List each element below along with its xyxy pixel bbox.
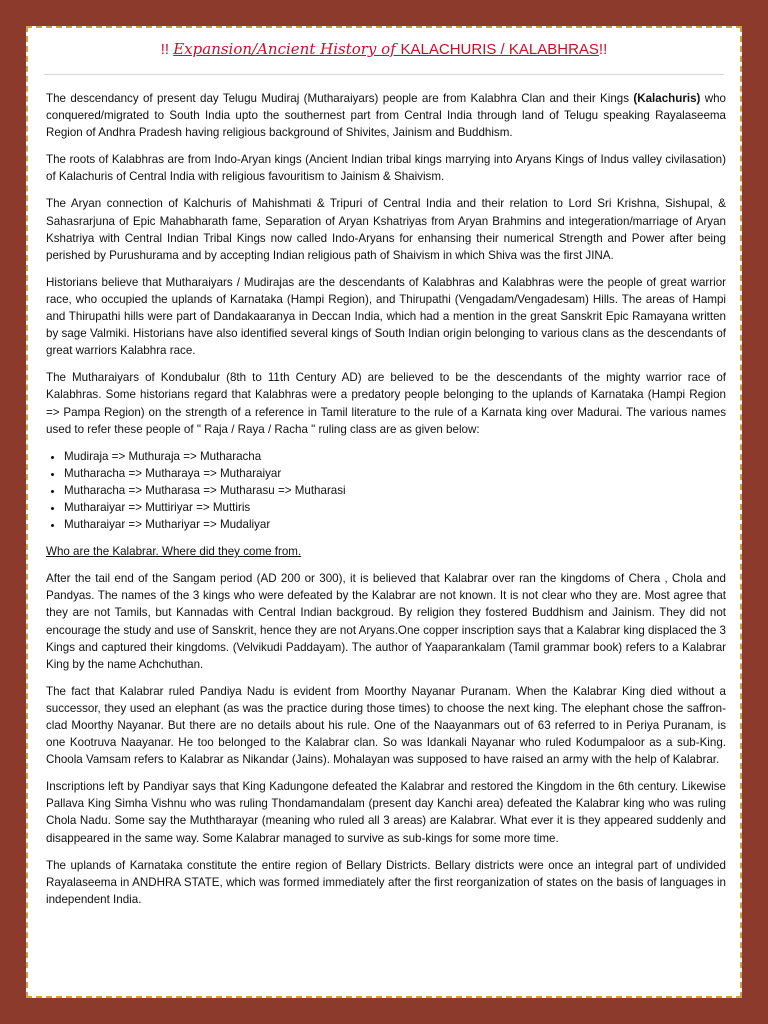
page-title <box>28 28 740 64</box>
article-body <box>46 90 726 918</box>
title-divider <box>44 74 724 75</box>
paragraph-4: Historians believe that Mutharaiyars / Mudirajas are the descendants of Kalabhras and Kalabhras were the people of great warrior race, who occupied the uplands of Karnataka (Hampi Region), and Thirupathi (Vengadam/Vengadesam) Hills. The areas of Hampi and Thirupathi hills were part of Dandakaaranya in Deccan India, which had a mention in the great Sanskrit Epic Ramayana written by sage Valmiki. Historians have also identified several kings of South Indian origin belonging to various clans as the descendants of great warriors Kalabhra race. <box>46 275 726 358</box>
paragraph-6: After the tail end of the Sangam period (AD 200 or 300), it is believed that Kalabrar over ran the kingdoms of Chera , Chola and Pandyas. The names of the 3 kings who were defeated by the Kalabrar are not known. It is not clear who they are. Most agree that they are not Tamils, but Kannadas with Central Indian backgroud. By religion they fostered Buddhism and Jainism. They did not encourage the study and use of Sanskrit, hence they are not Aryans.One copper inscription says that a Kalabrar king displaced the 3 Kings and captured their kingdoms. (Velvikudi Paddayam). The author of Yaaparankalam (Tamil grammar book) refers to a Kalabrar King by the name Achchuthan. <box>46 572 726 671</box>
title-main: Expansion/Ancient History of <box>173 40 401 58</box>
paragraph-1-text-a: The descendancy of present day Telugu Mudiraj (Mutharaiyars) people are from Kalabhra Clan and their Kings <box>46 92 634 105</box>
paragraph-1-text-b: who conquered/migrated to South India upto the southernest part from Central India through land of Telugu speaking Rayalaseema Region of Andhra Pradesh having religious background of Shivites, Jainism and Buddhism. <box>46 92 726 140</box>
list-item: • Mudiraja => Muthuraja => Mutharacha <box>64 448 726 465</box>
paragraph-2: The roots of Kalabhras are from Indo-Aryan kings (Ancient Indian tribal kings marrying into Aryans Kings of Indus valley civilasation) of Kalachuris of Central India with religious favouritism to Jainism & Shaivism. <box>46 153 726 184</box>
paragraph-3: The Aryan connection of Kalchuris of Mahishmati & Tripuri of Central India and their relation to Lord Sri Krishna, Sishupal, & Sahasrarjuna of Epic Mahabharath fame, Separation of Aryan Kshatriyas from Aryan Brahmins and integeration/marriage of Aryan Kshatriya with Central Indian Tribal Kings now called Indo-Aryans for enhansing their numerical Strength and Power after being perished by Purushurama and by accepting Indian religious path of Shaivism in which Shiva was the first JINA. <box>46 197 726 262</box>
list-item: • Mutharacha => Mutharaya => Mutharaiyar <box>64 465 726 482</box>
paragraph-1 <box>46 90 726 141</box>
list-item: • Mutharaiyar => Muttiriyar => Muttiris <box>64 499 726 516</box>
paragraph-9: The uplands of Karnataka constitute the entire region of Bellary Districts. Bellary districts were once an integral part of undivided Rayalaseema in ANDHRA STATE, which was formed immediately after the first reorganization of states on the basis of languages in independent India. <box>46 858 726 906</box>
title-subject: KALACHURIS / KALABHRAS <box>400 41 599 58</box>
paragraph-7: The fact that Kalabrar ruled Pandiya Nadu is evident from Moorthy Nayanar Puranam. When the Kalabrar King died without a successor, they used an elephant (as was the practice during those times) to choose the next king. The elephant chose the saffron-clad Moorthy Nayanar. But there are no details about his rule. One of the Naayanmars out of 63 referred to in Periya Puranam, is one Kootruva Naayanar. He too belonged to the Kalabrar clan. So was Idankali Nayanar who ruled Kodumpaloor as a sub-King. Choola Vamsam refers to Kalabrar as Nikandar (Jains). Mohalayan was supposed to have raised an army with the help of Kalabrar. <box>46 684 726 767</box>
paragraph-1-bold: (Kalachuris) <box>633 92 701 105</box>
section-heading: Who are the Kalabrar. Where did they come from. <box>46 545 302 559</box>
title-prefix: !! <box>160 41 174 58</box>
list-item: • Mutharaiyar => Muthariyar => Mudaliyar <box>64 516 726 533</box>
document-page <box>26 26 742 998</box>
list-item: • Mutharacha => Mutharasa => Mutharasu => Mutharasi <box>64 482 726 499</box>
title-suffix: !! <box>598 41 608 58</box>
names-list <box>46 448 726 533</box>
paragraph-5: The Mutharaiyars of Kondubalur (8th to 11th Century AD) are believed to be the descendants of the mighty warrior race of Kalabhras. Some historians regard that Kalabhras were a predatory people belonging to the uplands of Karnataka (Hampi Region => Pampa Region) on the strength of a reference in Tamil literature to the rule of a Karnata king over Madurai. The various names used to refer these people of " Raja / Raya / Racha " ruling class are as given below: <box>46 371 726 436</box>
paragraph-8: Inscriptions left by Pandiyar says that King Kadungone defeated the Kalabrar and restored the Kingdom in the 6th century. Likewise Pallava King Simha Vishnu who was ruling Thondamandalam (present day Kanchi area) defeated the Kalabrar king who was ruling Chola Nadu. Some say the Muththarayar (meaning who ruled all 3 areas) are Kalabrar. What ever it is they appeared suddenly and disappeared in the same way. Some Kalabrar managed to survive as sub-kings for some more time. <box>46 780 726 845</box>
